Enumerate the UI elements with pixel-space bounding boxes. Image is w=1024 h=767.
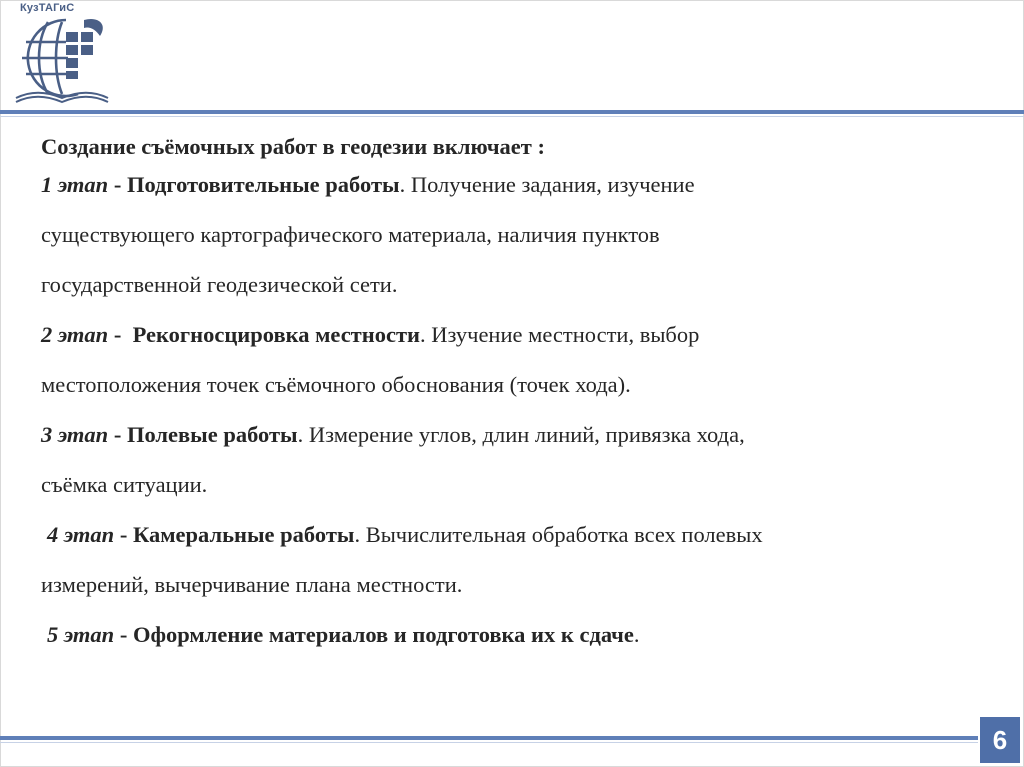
- stage-4: [41, 523, 1001, 597]
- logo-text: КузТАГиС: [20, 2, 75, 14]
- stage-2: [41, 323, 1001, 397]
- stage-heading: Рекогносцировка местности: [132, 322, 420, 347]
- stage-line: существующего картографического материала, наличия пунктов: [41, 222, 660, 247]
- stage-line: измерений, вычерчивание плана местности.: [41, 572, 463, 597]
- stage-heading: Камеральные работы: [132, 522, 355, 547]
- stage-1: [41, 173, 1001, 297]
- stage-number: 1 этап: [41, 172, 109, 197]
- stage-dash: -: [114, 522, 133, 547]
- stage-number: 5 этап: [47, 622, 115, 647]
- stage-line: государственной геодезической сети.: [41, 272, 398, 297]
- globe-book-logo-icon: [8, 12, 116, 106]
- stage-number: 4 этап: [47, 522, 115, 547]
- stage-dash: -: [108, 322, 133, 347]
- stage-line: [41, 623, 1001, 647]
- stage-line: [41, 423, 1001, 447]
- stage-line: [41, 323, 1001, 347]
- stage-text: .: [633, 622, 640, 647]
- logo: [8, 2, 118, 106]
- stage-line: съёмка ситуации.: [41, 472, 208, 497]
- stage-dash: -: [114, 622, 133, 647]
- stage-number: 3 этап: [41, 422, 109, 447]
- stage-3: [41, 423, 1001, 497]
- stage-dash: -: [108, 422, 127, 447]
- stage-line: местоположения точек съёмочного обоснования (точек хода).: [41, 372, 631, 397]
- bottom-divider-thin: [0, 742, 978, 743]
- top-divider: [0, 110, 1024, 114]
- slide-content: [41, 135, 1001, 673]
- stage-5: [41, 623, 1001, 647]
- slide-title: Создание съёмочных работ в геодезии включает :: [41, 134, 545, 159]
- stage-text: . Вычислительная обработка всех полевых: [354, 522, 763, 547]
- stage-line: [41, 523, 1001, 547]
- stage-line: [41, 173, 1001, 197]
- stage-heading: Подготовительные работы: [126, 172, 400, 197]
- page-number-badge: 6: [980, 717, 1020, 763]
- stage-dash: -: [108, 172, 127, 197]
- stage-text: . Изучение местности, выбор: [419, 322, 700, 347]
- stage-number: 2 этап: [41, 322, 109, 347]
- stage-text: . Получение задания, изучение: [399, 172, 695, 197]
- bottom-divider: [0, 736, 978, 740]
- stage-text: . Измерение углов, длин линий, привязка хода,: [297, 422, 745, 447]
- stage-heading: Полевые работы: [126, 422, 298, 447]
- top-divider-thin: [0, 116, 1024, 117]
- stage-heading: Оформление материалов и подготовка их к сдаче: [132, 622, 634, 647]
